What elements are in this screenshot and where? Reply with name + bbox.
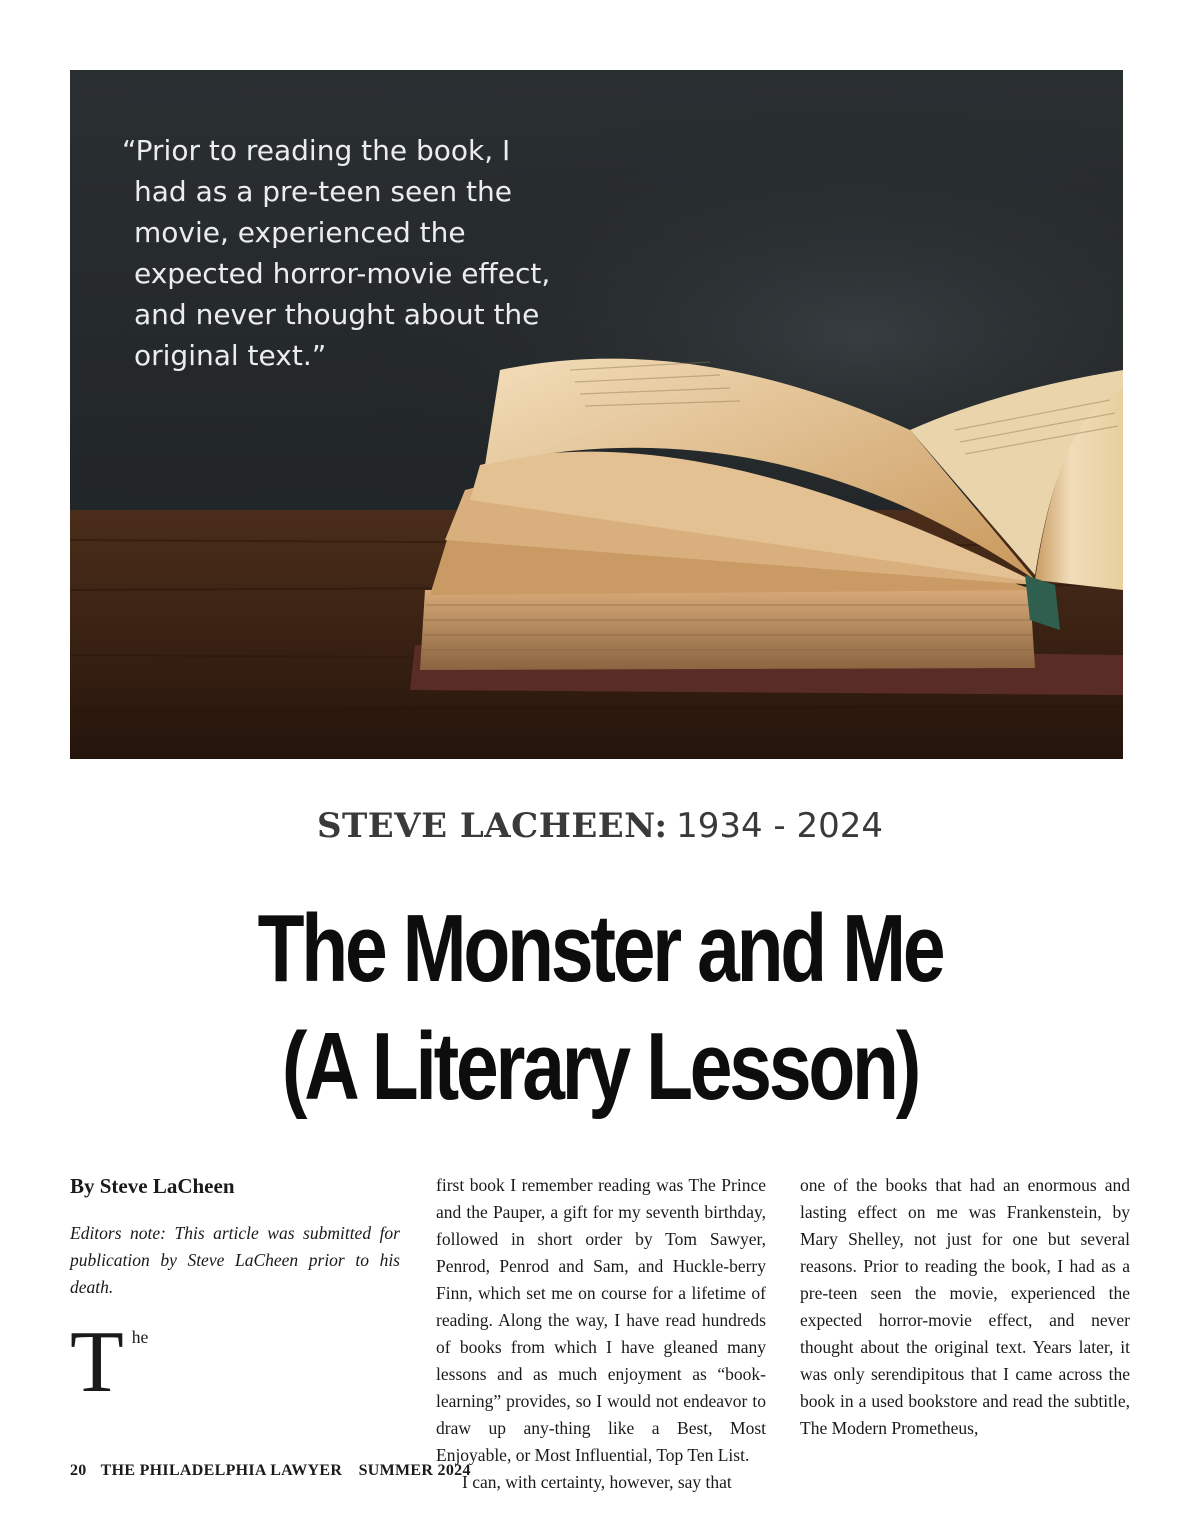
headline-line-1: The Monster and Me <box>257 895 943 1002</box>
article-column-3 <box>800 1172 1130 1442</box>
page-footer <box>70 1462 471 1480</box>
memorial-kicker <box>0 806 1200 846</box>
opening-paragraph <box>70 1314 400 1411</box>
paragraph-1-text: he <box>131 1327 149 1347</box>
publication-name: THE PHILADELPHIA LAWYER <box>100 1462 343 1479</box>
headline-line-2: (A Literary Lesson) <box>281 1013 919 1120</box>
article-headline <box>120 890 1080 1126</box>
byline: By Steve LaCheen <box>70 1174 235 1198</box>
article-column-1 <box>70 1172 400 1411</box>
article-column-2 <box>436 1172 766 1496</box>
editor-note: Editors note: This article was submitted for publication by Steve LaCheen prior to his death. <box>70 1223 400 1297</box>
pull-quote: “Prior to reading the book, I had as a pre-teen seen the movie, experienced the expected horror-movie effect, and never thought about the original text.” <box>122 134 551 372</box>
hero-photo <box>70 70 1123 759</box>
page-number: 20 <box>70 1462 87 1479</box>
issue-date: SUMMER 2024 <box>358 1462 471 1479</box>
paragraph-2-continued: one of the books that had an enormous and lasting effect on me was Frankenstein, by Mary Shelley, not just for one but several reasons. Prior to reading the book, I had as a pre-teen seen the movie, experienced the expected horror-movie effect, and never thought about the original text. Years later, it was only serendipitous that I came across the book in a used bookstore and read the subtitle, The Modern Prometheus, <box>800 1175 1130 1438</box>
paragraph-1-continued: first book I remember reading was The Prince and the Pauper, a gift for my seventh birthday, followed in short order by Tom Sawyer, Penrod, Penrod and Sam, and Huckle-berry Finn, which set me on course for a lifetime of reading. Along the way, I have read hundreds of books from which I have gleaned many lessons and as much enjoyment as “book-learning” provides, so I would not endeavor to draw up any-thing like a Best, Most Enjoyable, or Most Influential, Top Ten List. <box>436 1175 766 1465</box>
drop-cap: T <box>70 1314 124 1411</box>
kicker-name: STEVE LACHEEN: <box>316 806 668 846</box>
paragraph-2-start: I can, with certainty, however, say that <box>462 1472 732 1492</box>
kicker-years: 1934 - 2024 <box>676 806 884 846</box>
